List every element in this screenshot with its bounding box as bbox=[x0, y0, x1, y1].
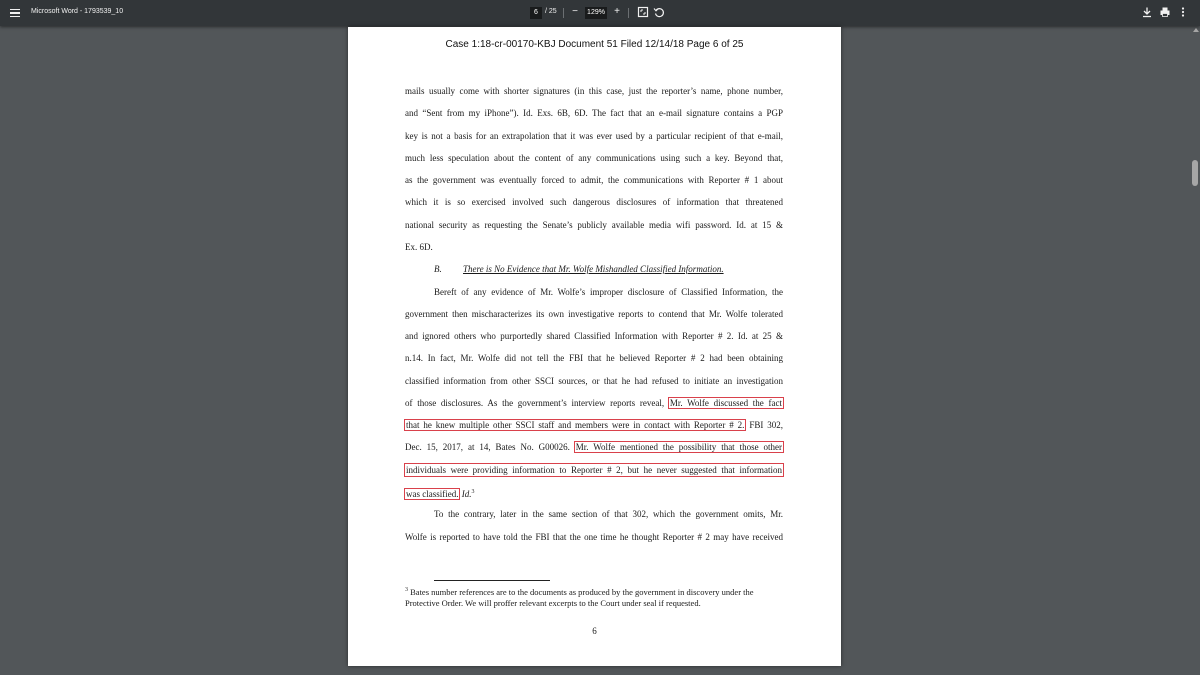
section-letter: B. bbox=[434, 264, 442, 274]
section-title: There is No Evidence that Mr. Wolfe Mishandled Classified Information. bbox=[463, 264, 724, 274]
text-line: To the contrary, later in the same section of that 302, which the government omits, Mr. bbox=[434, 509, 783, 519]
plain-text: of those disclosures. As the government’s interview reports reveal, bbox=[405, 398, 669, 408]
text-line bbox=[405, 441, 783, 453]
footnote-number: 3 bbox=[405, 587, 408, 593]
footnote bbox=[405, 585, 783, 609]
section-heading bbox=[405, 263, 783, 275]
toolbar-divider bbox=[563, 8, 564, 18]
zoom-out-button[interactable]: − bbox=[572, 6, 578, 17]
page-number-input[interactable]: 6 bbox=[530, 7, 542, 19]
text-line: and “Sent from my iPhone”). Id. Exs. 6B, 6D. The fact that an e-mail signature contains a PGP bbox=[405, 108, 783, 118]
footnote-divider bbox=[434, 580, 550, 581]
text-line: classified information from other SSCI sources, or that he had refused to initiate an investigation bbox=[405, 376, 783, 386]
text-line: Ex. 6D. bbox=[405, 242, 433, 252]
zoom-input[interactable]: 129% bbox=[585, 7, 607, 19]
scrollbar-thumb[interactable] bbox=[1192, 160, 1198, 186]
text-line: Bereft of any evidence of Mr. Wolfe’s improper disclosure of Classified Information, the bbox=[434, 287, 783, 297]
rotate-icon[interactable] bbox=[653, 6, 665, 18]
download-icon[interactable] bbox=[1141, 6, 1153, 18]
highlighted-text[interactable]: individuals were providing information to Reporter # 2, but he never suggested that information bbox=[406, 465, 782, 475]
document-title: Microsoft Word - 1793539_10 bbox=[31, 8, 124, 15]
text-line bbox=[405, 486, 783, 498]
zoom-in-button[interactable]: + bbox=[614, 6, 620, 17]
text-line: which it is so exercised involved such dangerous disclosures of information that threatened bbox=[405, 197, 783, 207]
text-line bbox=[405, 419, 783, 431]
text-line bbox=[405, 464, 783, 476]
text-line bbox=[405, 397, 783, 409]
text-line: government then mischaracterizes its own investigative reports to contend that Mr. Wolfe tolerated bbox=[405, 309, 783, 319]
text-line: as the government was eventually forced to admit, the communications with Reporter # 1 about bbox=[405, 175, 783, 185]
text-line: national security as requesting the Senate’s publicly available media wifi password. Id. at 15 & bbox=[405, 220, 783, 230]
text-line: key is not a basis for an extrapolation that it was ever used by a particular recipient of that e-mail, bbox=[405, 131, 783, 141]
page-total: / 25 bbox=[545, 8, 557, 15]
text-line: much less speculation about the content of any communications using such a key. Beyond that, bbox=[405, 153, 783, 163]
more-options-icon[interactable] bbox=[1177, 6, 1189, 18]
pdf-page bbox=[348, 27, 841, 666]
text-line: and ignored others who purportedly shared Classified Information with Reporter # 2. Id. at 25 & bbox=[405, 331, 783, 341]
text-line: mails usually come with shorter signatures (in this case, just the reporter’s name, phone number, bbox=[405, 86, 783, 96]
toolbar-divider bbox=[628, 8, 629, 18]
plain-text: FBI 302, bbox=[745, 420, 783, 430]
highlighted-text[interactable]: was classified. bbox=[406, 489, 459, 499]
highlighted-text[interactable]: Mr. Wolfe discussed the fact bbox=[669, 398, 782, 408]
plain-text: Id. bbox=[459, 489, 472, 499]
print-icon[interactable] bbox=[1159, 6, 1171, 18]
menu-icon[interactable] bbox=[10, 7, 20, 19]
text-line: n.14. In fact, Mr. Wolfe did not tell the FBI that he believed Reporter # 2 had been obtaining bbox=[405, 353, 783, 363]
text-line: Wolfe is reported to have told the FBI that the one time he thought Reporter # 2 may have received bbox=[405, 532, 783, 542]
highlighted-text[interactable]: that he knew multiple other SSCI staff and members were in contact with Reporter # 2. bbox=[406, 420, 745, 430]
scroll-up-arrow-icon[interactable] bbox=[1193, 28, 1199, 32]
footnote-text: Bates number references are to the documents as produced by the government in discovery under the Protective Order. We will proffer relevant excerpts to the Court under seal if requested. bbox=[405, 586, 754, 608]
pdf-toolbar bbox=[0, 0, 1200, 26]
fit-to-page-icon[interactable] bbox=[637, 6, 649, 18]
footnote-marker: 3 bbox=[471, 489, 475, 495]
plain-text: Dec. 15, 2017, at 14, Bates No. G00026. bbox=[405, 442, 575, 452]
case-header: Case 1:18-cr-00170-KBJ Document 51 Filed 12/14/18 Page 6 of 25 bbox=[445, 39, 744, 50]
highlighted-text[interactable]: Mr. Wolfe mentioned the possibility that those other bbox=[575, 442, 782, 452]
page-number: 6 bbox=[592, 626, 597, 636]
